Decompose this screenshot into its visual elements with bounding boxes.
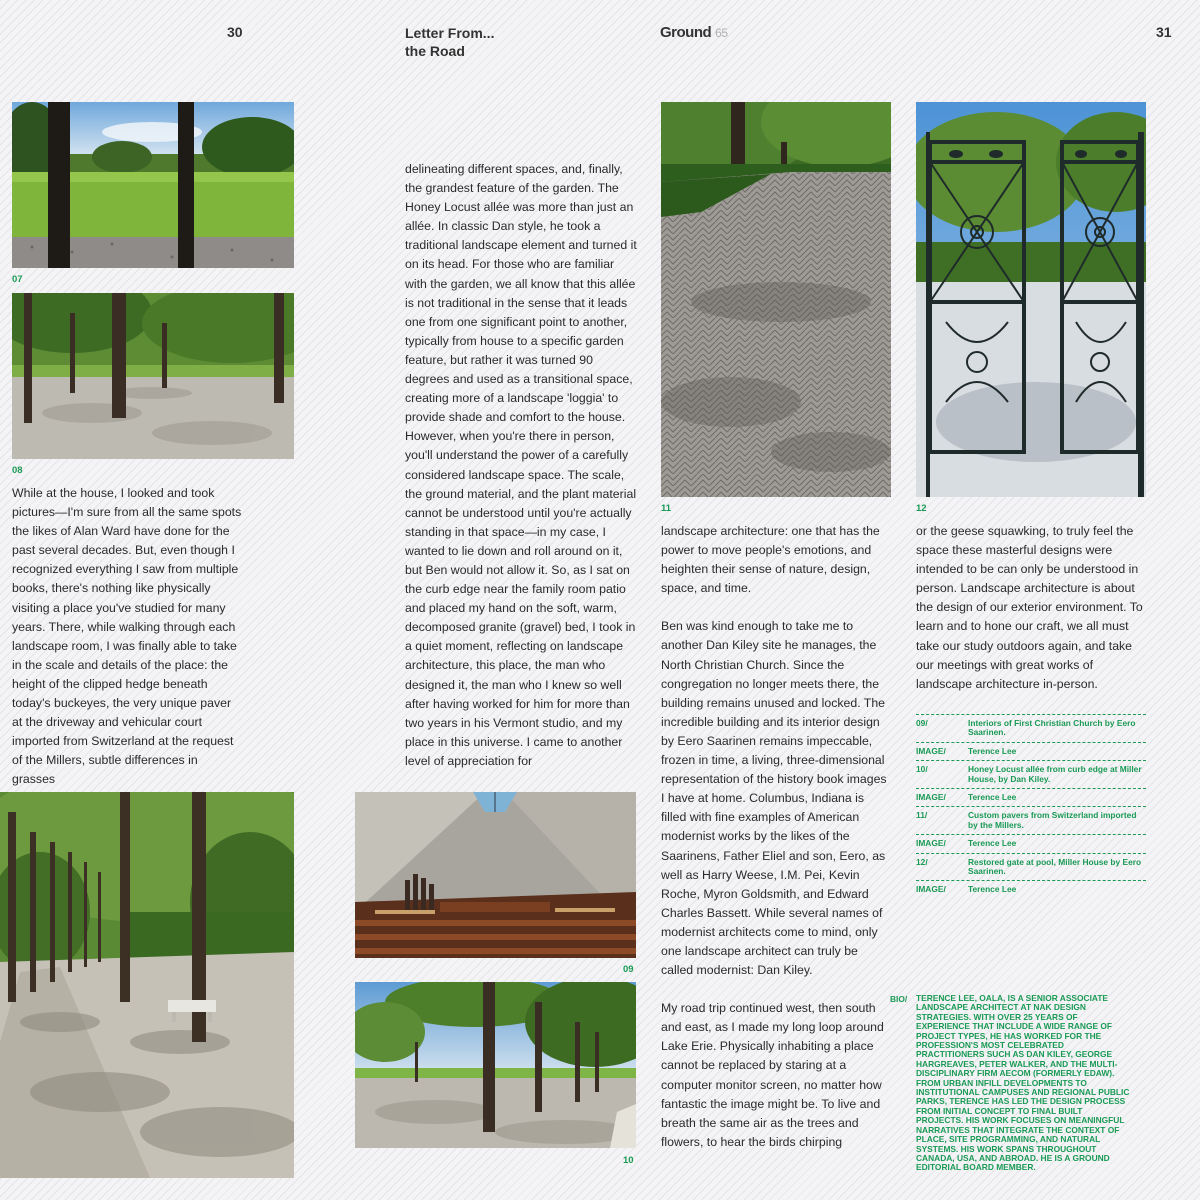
col2-paragraph: delineating different spaces, and, finally, the grandest feature of the garden. The Honey Locust allée was more than just an allée. In classic Dan style, he took a traditional landscape element and turned it on its head. For those who are familiar with the garden, we all know that this allée is not traditional in the sense that it leads one from one significant point to another, typically from house to a specific garden feature, but rather it was turned 90 degrees and used as a transitional space, creating more of a landscape 'loggia' to provide shade and comfort to the house. However, when you're there in person, you'll understand the power of a carefully considered landscape space. The scale, the ground material, and the plant material cannot be understood until you're actually standing in that space—in my case, I wanted to lie down and roll around on it, but Ben would not allow it. So, as I sat on the curb edge near the family room patio and placed my hand on the soft, warm, decomposed granite (gravel) bed, I took in a quiet moment, reflecting on landscape architecture, this place, the man who designed it, the man who I knew so well after having worked for him for more than two years in his Vermont studio, and my place in this universe. I came to another level of appreciation for xyxy=(405,162,637,768)
caption-10: 10 xyxy=(623,1155,634,1166)
credit-row xyxy=(916,761,1146,789)
credit-row xyxy=(916,807,1146,835)
credit-value: Terence Lee xyxy=(968,838,1017,849)
col3-paragraph-1: landscape architecture: one that has the power to move people's emotions, and heighten their sense of nature, design, space, and time. xyxy=(661,524,880,596)
bio-label: BIO/ xyxy=(890,994,908,1004)
credit-key: IMAGE/ xyxy=(916,745,946,756)
column-4-text xyxy=(916,522,1146,713)
col3-paragraph-2: Ben was kind enough to take me to another Dan Kiley site he manages, the North Christian Church. Since the congregation no longer meets there, the building remains unused and locked. The incredible building and its interior design by Eero Saarinen remains impeccable, frozen in time, a living, three-dimensional representation of the history book images I have at home. Columbus, Indiana is filled with fine examples of American modernist works by the likes of the Saarinens, Father Eliel and son, Eero, as well as Harry Weese, I.M. Pei, Kevin Roche, Myron Goldsmith, and Edward Charles Bassett. While several names of modernist architects come to mind, only one landscape architect can truly be called modernist: Dan Kiley. xyxy=(661,619,887,978)
credit-value: Terence Lee xyxy=(968,884,1017,895)
credit-row xyxy=(916,881,1146,898)
page-number-right: 31 xyxy=(1156,24,1172,40)
credit-value: Terence Lee xyxy=(968,792,1017,803)
col3-paragraph-3: My road trip continued west, then south and east, as I made my long loop around Lake Erie. Physically inhabiting a place cannot be replaced by staring at a computer monitor screen, no matter how fantastic the image might be. To live and breath the same air as the trees and flowers, to hear the birds chirping xyxy=(661,1001,884,1149)
credit-key: 12/ xyxy=(916,856,928,867)
photo-11-pavers xyxy=(661,102,891,497)
credit-key: 10/ xyxy=(916,764,928,775)
credit-row xyxy=(916,835,1146,853)
photo-allee-large xyxy=(0,792,294,1178)
section-title-line2: the Road xyxy=(405,43,465,59)
credit-key: 09/ xyxy=(916,718,928,728)
column-3-text xyxy=(661,522,891,1171)
author-bio: TERENCE LEE, OALA, IS A SENIOR ASSOCIATE LANDSCAPE ARCHITECT AT NAK DESIGN STRATEGIES. WITH OVER 25 YEARS OF EXPERIENCE THAT INCLUDE A WIDE RANGE OF PROJECT TYPES, HE HAS WORKED FOR THE PROFESSION'S MOST CELEBRATED PRACTITIONERS SUCH AS DAN KILEY, GEORGE HARGREAVES, PETER WALKER, AND THE MULTI-DISCIPLINARY FIRM AECOM (FORMERLY EDAW). FROM URBAN INFILL DEVELOPMENTS TO INSTITUTIONAL CAMPUSES AND REGIONAL PUBLIC PARKS, TERENCE HAS LED THE DESIGN PROCESS FROM INITIAL CONCEPT TO FINAL BUILT PROJECTS. HIS WORK FOCUSES ON MEANINGFUL NARRATIVES THAT INTEGRATE THE CONTEXT OF PLACE, SITE PROGRAMMING, AND NATURAL SYSTEMS. HIS WORK SPANS THROUGHOUT CANADA, USA, AND ABROAD. HE IS A GROUND EDITORIAL BOARD MEMBER. xyxy=(916,993,1130,1173)
page-number-left: 30 xyxy=(227,24,243,40)
section-title xyxy=(405,24,494,60)
credit-value: Terence Lee xyxy=(968,745,1017,756)
brand-name: Ground xyxy=(660,24,712,41)
col4-paragraph: or the geese squawking, to truly feel the space these masterful designs were intended to be can only be understood in person. Landscape architecture is about the design of our exterior environment. To learn and to hone our craft, we all must take our study outdoors again, and take our meetings with great works of landscape architecture in-person. xyxy=(916,524,1143,691)
caption-09: 09 xyxy=(623,964,634,975)
caption-08: 08 xyxy=(12,465,23,476)
credit-row xyxy=(916,714,1146,743)
credit-row xyxy=(916,789,1146,807)
photo-07-window-lawn xyxy=(12,102,294,268)
caption-12: 12 xyxy=(916,503,927,514)
photo-12-gate xyxy=(916,102,1146,497)
magazine-brand xyxy=(660,24,728,41)
credit-value: Honey Locust allée from curb edge at Miller House, by Dan Kiley. xyxy=(968,764,1142,784)
photo-10-allee-curb xyxy=(355,982,636,1148)
section-title-line1: Letter From... xyxy=(405,25,495,41)
col1-paragraph: While at the house, I looked and took pictures—I'm sure from all the same spots the likes of Alan Ward have done for the past several decades. But, even though I recognized everything I saw from multiple books, there's nothing like physically visiting a place you've studied for many years. There, while walking through each landscape room, I was finally able to take in the scale and details of the place: the height of the clipped hedge beneath today's buckeyes, the very unique paver at the driveway and vehicular court imported from Switzerland at the request of the Millers, subtle differences in grasses xyxy=(12,486,242,787)
issue-number: 65 xyxy=(715,26,728,40)
credit-key: 11/ xyxy=(916,810,928,821)
credit-value: Restored gate at pool, Miller House by Eero Saarinen. xyxy=(968,856,1142,877)
photo-09-church-interior xyxy=(355,792,636,958)
credit-row xyxy=(916,854,1146,882)
caption-11: 11 xyxy=(661,503,672,514)
credit-key: IMAGE/ xyxy=(916,838,946,849)
credit-key: IMAGE/ xyxy=(916,792,946,803)
caption-07: 07 xyxy=(12,274,23,285)
photo-08-trees-gravel xyxy=(12,293,294,459)
credit-row xyxy=(916,743,1146,761)
credit-value: Interiors of First Christian Church by Eero Saarinen. xyxy=(968,718,1136,738)
credit-value: Custom pavers from Switzerland imported by the Millers. xyxy=(968,810,1137,830)
image-credits xyxy=(916,714,1146,899)
column-2-text xyxy=(405,160,637,790)
column-1-text xyxy=(12,484,244,809)
credit-key: IMAGE/ xyxy=(916,884,946,895)
